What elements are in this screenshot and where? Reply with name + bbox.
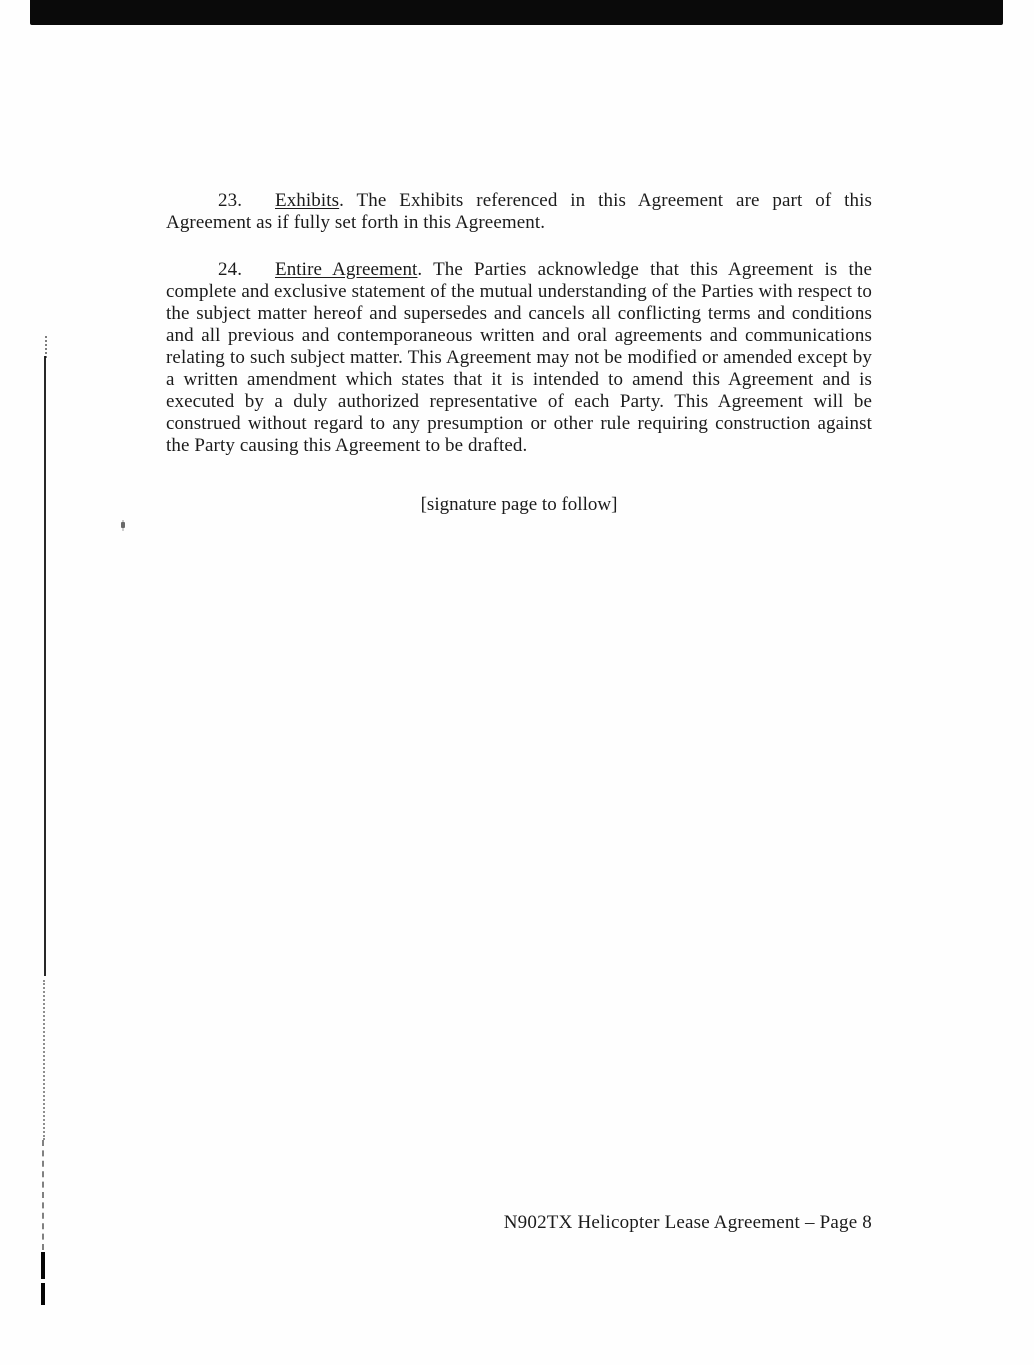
paragraph-number: 23. xyxy=(218,190,243,211)
paragraph-separator: . xyxy=(339,190,357,211)
scan-artifact-left-line-thick-upper xyxy=(41,1252,45,1279)
scan-artifact-left-line-solid xyxy=(44,356,46,976)
scan-artifact-top-bar xyxy=(30,0,1003,25)
paragraph-exhibits xyxy=(166,190,872,234)
page-footer: N902TX Helicopter Lease Agreement – Page 8 xyxy=(503,1212,872,1233)
paragraph-separator: . xyxy=(417,259,434,280)
paragraph-body-text: The Exhibits referenced in this Agreement are part of this Agreement as if fully set forth in this Agreement. xyxy=(166,190,872,233)
scan-artifact-left-line-dotted-top xyxy=(45,336,47,358)
scan-artifact-left-line-thick-lower xyxy=(41,1283,45,1305)
paragraph-heading: Exhibits xyxy=(275,190,340,211)
paragraph-heading: Entire Agreement xyxy=(275,259,418,280)
signature-page-note: [signature page to follow] xyxy=(420,494,618,515)
paragraph-number: 24. xyxy=(218,259,243,280)
paragraph-body-text: The Parties acknowledge that this Agreement is the complete and exclusive statement of the mutual understanding of the Parties with respect to the subject matter hereof and supersedes and cancels all conflicting terms and conditions and all previous and contemporaneous written and oral agreements and communications relating to such subject matter. This Agreement may not be modified or amended except by a written amendment which states that it is intended to amend this Agreement and is executed by a duly authorized representative of each Party. This Agreement will be construed without regard to any presumption or other rule requiring construction against the Party causing this Agreement to be drafted. xyxy=(166,259,873,456)
paragraph-entire-agreement xyxy=(166,259,872,457)
scan-artifact-left-line-dashed xyxy=(42,1140,44,1250)
scan-artifact-left-line-dotted-mid xyxy=(43,980,45,1140)
scan-artifact-speck xyxy=(121,522,125,528)
